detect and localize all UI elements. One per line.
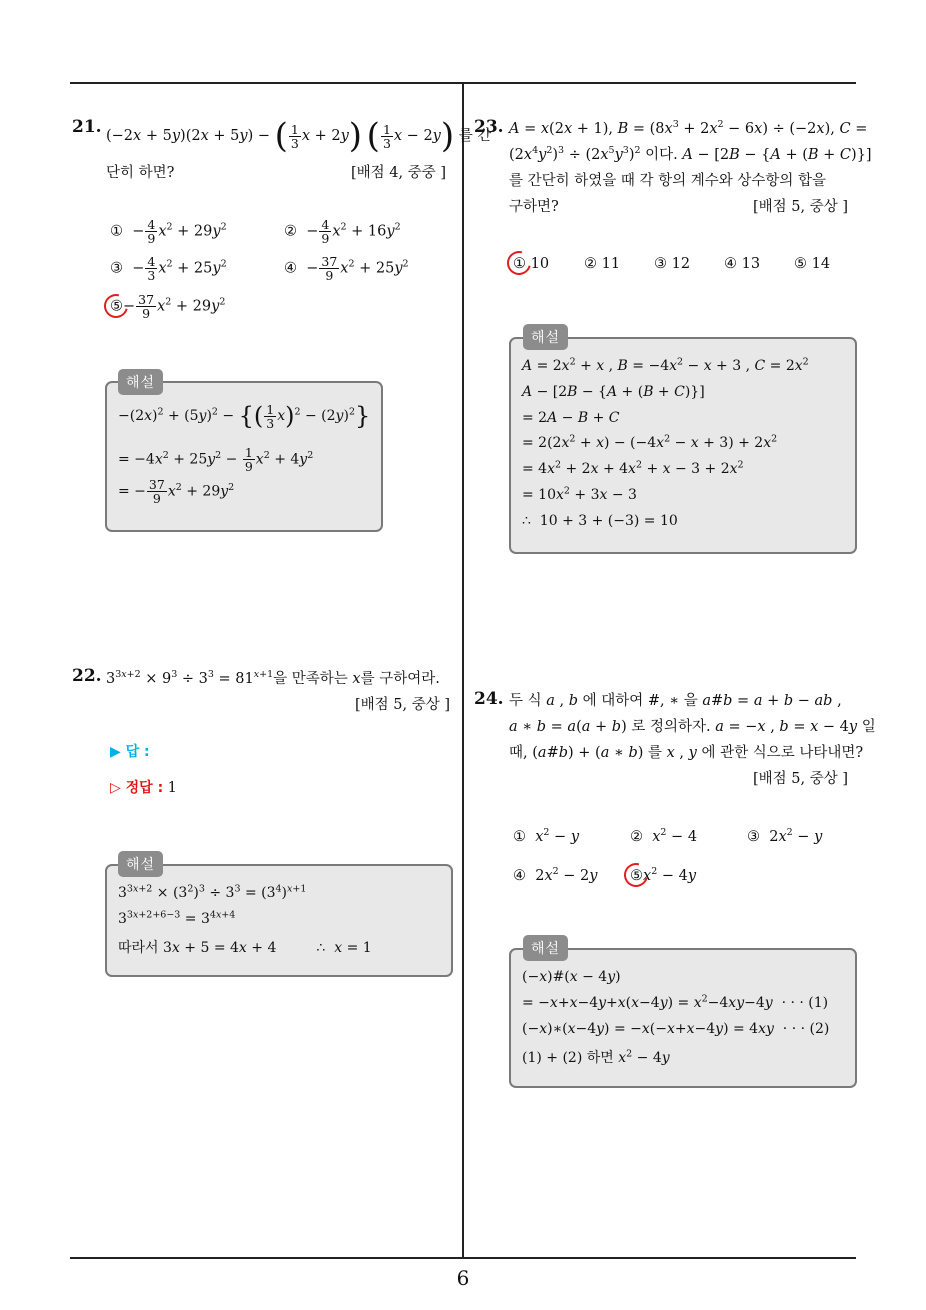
q23-line-1: A = x(2x + 1), $B = (8x^3 + 2x^2 - 6x) \div (-2x)$, C = — [509, 119, 868, 137]
q23-option-5[interactable]: ⑤ 14 — [794, 256, 831, 272]
q23-option-1[interactable]: ① 10 — [513, 256, 550, 272]
q24-solution-line-3: (−x)∗(x−4y) = −x(−x+x−4y) = 4xy · · · (2) — [522, 1021, 830, 1037]
q24-option-2[interactable]: ② $x^2 - 4$ — [630, 827, 698, 845]
q21-option-1[interactable]: ① − $\frac{4}{9}$ $x^2 + 29y^2$ — [110, 217, 227, 246]
q22-number: 22. — [72, 666, 102, 686]
q22-correct-label: ▷ 정답 : — [110, 780, 164, 796]
option-marker: ③ — [110, 260, 123, 277]
q24-line3c: 에 관한 식으로 나타내면? — [701, 745, 864, 761]
q24-line1b: 에 대하여 — [582, 693, 644, 709]
q23-option-4[interactable]: ④ 13 — [724, 256, 761, 272]
option-marker: ④ — [284, 260, 297, 277]
q21-number: 21. — [72, 117, 102, 137]
q23-solution-line-7: ∴ 10 + 3 + (−3) = 10 — [522, 513, 678, 529]
q24-line2: 로 정의하자. — [631, 719, 711, 735]
q23-solution-line-1: $A = 2x^2 + x$ , $B = -4x^2 - x + 3$ , $C = 2x^2$ — [522, 356, 809, 374]
option-marker: ① — [110, 223, 123, 240]
q22-correct-row — [110, 777, 177, 797]
q23-solution-line-6: = $10x^2 + 3x - 3$ — [522, 485, 637, 503]
q23-solution-tag: 해설 — [523, 324, 568, 350]
q23-meta: [배점 5, 중상 ] — [753, 199, 849, 215]
q21-option-2[interactable]: ② − $\frac{4}{9}$ $x^2 + 16y^2$ — [284, 217, 401, 246]
q24-line1c: 을 — [683, 693, 698, 709]
q24-option-1[interactable]: ① $x^2 - y$ — [513, 827, 580, 845]
q22-suffix2: 를 구하여라. — [360, 671, 440, 687]
q23-line-3: 를 간단히 하였을 때 각 항의 계수와 상수항의 합을 — [509, 173, 827, 189]
q21-suffix: 를 간 — [458, 128, 492, 144]
q23-option-2[interactable]: ② 11 — [584, 256, 621, 272]
q24-solution-line-1: (−x)#(x − 4y) — [522, 969, 621, 985]
q24-line3a: 때, — [509, 745, 528, 761]
q24-option-5[interactable]: $⑤x^2 - 4y$ — [630, 866, 697, 884]
q21-meta: [배점 4, 중중 ] — [351, 165, 447, 181]
q24-line3b: 를 — [648, 745, 663, 761]
option-marker: ④ — [513, 868, 526, 884]
q21-option-4[interactable]: ④ − $\frac{37}{9}$ $x^2 + 25y^2$ — [284, 254, 409, 283]
q22-meta: [배점 5, 중상 ] — [355, 697, 451, 713]
q24-line1a: 두 식 — [509, 693, 542, 709]
q23-solution-line-2: A − [2B − {A + (B + C)}] — [522, 384, 705, 400]
q24-solution-line-2: = $-x+x-4y+x(x-4y) = x^2-4xy-4y$ · · · (1) — [522, 993, 829, 1011]
q24-option-3[interactable]: ③ $2x^2 - y$ — [747, 827, 823, 845]
q21-option-3[interactable]: ③ − $\frac{4}{3}$ $x^2 + 25y^2$ — [110, 254, 227, 283]
q24-line2b: 일 — [861, 719, 876, 735]
q23-line-2: $(2x^4y^2)^3 \div (2x^5y^3)^2$ 이다. A − [2B − {A + (B + C)}] — [509, 145, 872, 163]
q22-correct-value: 1 — [167, 780, 177, 796]
q23-solution-line-5: = $4x^2 + 2x + 4x^2 + x - 3 + 2x^2$ — [522, 459, 744, 477]
option-marker: ⑤ — [110, 298, 123, 315]
q21-option-5[interactable]: ⑤− $\frac{37}{9}$ $x^2 + 29y^2$ — [110, 292, 226, 321]
q24-option-4[interactable]: ④ $2x^2 - 2y$ — [513, 866, 598, 884]
option-marker: ② — [630, 829, 643, 845]
q22-stem: $3^{3x+2} \times 9^3 \div 3^3 = 81^{x+1}$을 만족하는 x를 구하여라. — [106, 669, 440, 687]
page-number: 6 — [456, 1266, 470, 1290]
q21-solution-line-2: = $-4x^2 + 25y^2$ − $\frac{1}{9}$ $x^2 + 4y^2$ — [118, 445, 314, 474]
column-divider — [462, 84, 464, 1258]
q22-sol-prefix: 따라서 — [118, 940, 159, 956]
q24-solution-tag: 해설 — [523, 935, 568, 961]
q24-line-1: 두 식 a , b 에 대하여 #, ∗ 을 a#b = a + b − ab , — [509, 693, 842, 709]
q24-sol-last: 하면 — [586, 1050, 614, 1066]
q21-line2: 단히 하면? — [106, 165, 175, 181]
q23-solution-line-4: = $2(2x^2 + x) - (-4x^2 - x + 3) + 2x^2$ — [522, 433, 778, 451]
q21-solution-tag: 해설 — [118, 369, 163, 395]
q22-solution-tag: 해설 — [118, 851, 163, 877]
option-marker: ⑤ — [630, 868, 643, 884]
q22-suffix: 을 만족하는 — [273, 671, 348, 687]
q22-answer-label: ▶ 답 : — [110, 744, 150, 760]
q22-solution-line-1: $3^{3x+2} \times (3^2)^3 \div 3^3 = (3^4)^{x+1}$ — [118, 883, 307, 901]
q23-line2-suffix: 이다. — [645, 147, 678, 163]
q21-solution-line-1: $-(2x)^2 + (5y)^2$ − {( $\frac{1}{3}$ $x)^2 - (2y)^2$} — [118, 401, 371, 431]
q24-line-2: a ∗ b = a(a + b) 로 정의하자. a = −x , b = x − 4y 일 — [509, 719, 876, 735]
q22-solution-line-2: $3^{3x+2+6-3} = 3^{4x+4}$ — [118, 909, 236, 927]
q22-solution-line-3: 따라서 3x + 5 = 4x + 4 ∴ x = 1 — [118, 940, 372, 956]
q21-stem: (−2x + 5y)(2x + 5y) − ( $\frac{1}{3}$ x + 2y) ( $\frac{1}{3}$ x − 2y) 를 간 — [106, 116, 492, 156]
q24-line-3: 때, (a#b) + (a ∗ b) 를 x , y 에 관한 식으로 나타내면? — [509, 745, 864, 761]
q23-line-4: 구하면? — [509, 199, 559, 215]
q23-option-3[interactable]: ③ 12 — [654, 256, 691, 272]
q21-solution-line-3: = − $\frac{37}{9}$ $x^2 + 29y^2$ — [118, 477, 235, 506]
option-marker: ② — [284, 223, 297, 240]
q23-number: 23. — [474, 117, 504, 137]
q24-number: 24. — [474, 689, 504, 709]
q24-solution-line-4: (1) + (2) 하면 $x^2 - 4y$ — [522, 1048, 670, 1066]
option-marker: ① — [513, 829, 526, 845]
q23-solution-line-3: = 2A − B + C — [522, 410, 620, 426]
q24-meta: [배점 5, 중상 ] — [753, 771, 849, 787]
bottom-rule — [70, 1257, 856, 1259]
option-marker: ③ — [747, 829, 760, 845]
